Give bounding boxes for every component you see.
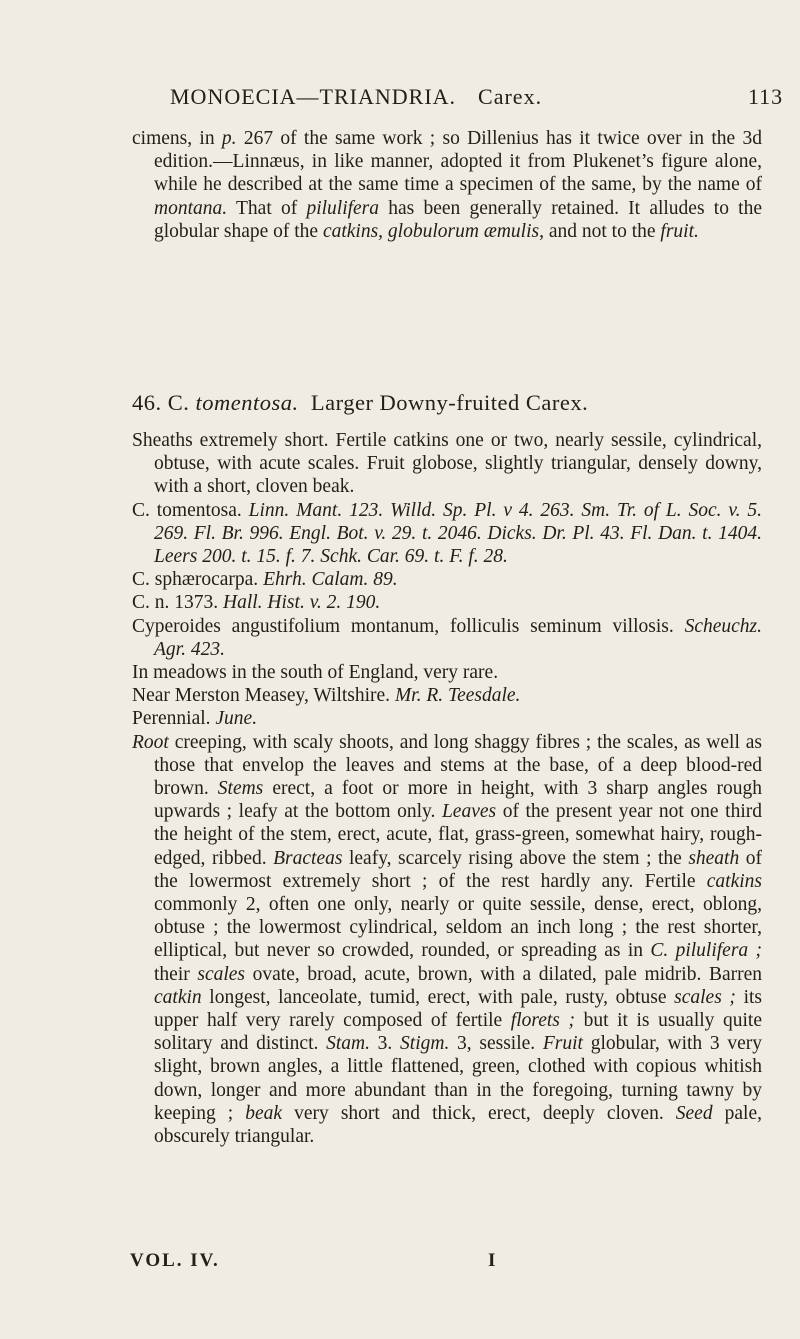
- running-head-title: MONOECIA—TRIANDRIA.: [170, 84, 457, 109]
- running-head: [170, 84, 784, 110]
- synonym-haller: C. n. 1373. Hall. Hist. v. 2. 190.: [132, 592, 381, 614]
- volume-label: VOL. IV.: [130, 1250, 220, 1271]
- diagnosis: Sheaths extremely short. Fertile catkins one or two, nearly sessile, cylindrical, obtuse, with acute scales. Fruit globose, slightly triangular, densely downy, with a short, cloven beak.: [132, 430, 762, 498]
- habitat: In meadows in the south of England, very rare.: [132, 662, 499, 684]
- species-heading: [132, 390, 588, 416]
- locality: Near Merston Measey, Wiltshire. Mr. R. Teesdale.: [132, 685, 521, 707]
- page-number: 113: [748, 84, 784, 109]
- running-head-genus: Carex.: [478, 84, 543, 109]
- species-body: [132, 429, 762, 1148]
- description: Root creeping, with scaly shoots, and long shaggy fibres ; the scales, as well as those that envelop the leaves and stems at the base, of a deep blood-red brown. Stems erect, a foot or more in height, with 3 sharp angles rough upwards ; leafy at the bottom only. Leaves of the present year not one third the height of the stem, erect, acute, flat, grass-green, somewhat hairy, rough-edged, ribbed. Bracteas leafy, scarcely rising above the stem ; the sheath of the lowermost extremely short ; of the rest hardly any. Fertile catkins commonly 2, often one only, nearly or quite sessile, dense, erect, oblong, obtuse ; the lowermost cylindrical, seldom an inch long ; the rest shorter, elliptical, but never so crowded, rounded, or spreading as in C. pilulifera ; their scales ovate, broad, acute, brown, with a dilated, pale midrib. Barren catkin longest, lanceolate, tumid, erect, with pale, rusty, obtuse scales ; its upper half very rarely composed of fertile florets ; but it is usually quite solitary and distinct. Stam. 3. Stigm. 3, sessile. Fruit globular, with 3 very slight, brown angles, a little flattened, green, clothed with copious whitish down, longer and more abundant than in the foregoing, turning tawny by keeping ; beak very short and thick, erect, deeply cloven. Seed pale, obscurely triangular.: [132, 731, 763, 1148]
- species-epithet: tomentosa.: [195, 390, 299, 415]
- continuation-paragraph: cimens, in p. 267 of the same work ; so Dillenius has it twice over in the 3d edition.—Linnæus, in like manner, adopted it from Plukenet’s figure alone, while he described at the same time a specimen of the same, by the name of montana. That of pilulifera has been generally retained. It alludes to the globular shape of the catkins, globulorum æmulis, and not to the fruit.: [132, 128, 762, 242]
- synonym-linnaeus: C. tomentosa. Linn. Mant. 123. Willd. Sp. Pl. v 4. 263. Sm. Tr. of L. Soc. v. 5. 269. Fl. Br. 996. Engl. Bot. v. 29. t. 2046. Dicks. Dr. Pl. 43. Fl. Dan. t. 1404. Leers 200. t. 15. f. 7. Schk. Car. 69. t. F. f. 28.: [132, 499, 763, 568]
- species-number: 46.: [132, 390, 162, 415]
- duration: Perennial. June.: [132, 708, 258, 730]
- synonym-ehrhart: C. sphærocarpa. Ehrh. Calam. 89.: [132, 569, 398, 591]
- page-footer: [130, 1250, 770, 1272]
- species-common-name: Larger Downy-fruited Carex.: [310, 390, 589, 415]
- synonym-scheuchzer: Cyperoides angustifolium montanum, folliculis seminum villosis. Scheuchz. Agr. 423.: [132, 615, 762, 660]
- signature-mark: I: [488, 1250, 498, 1271]
- species-genus: C.: [167, 390, 190, 415]
